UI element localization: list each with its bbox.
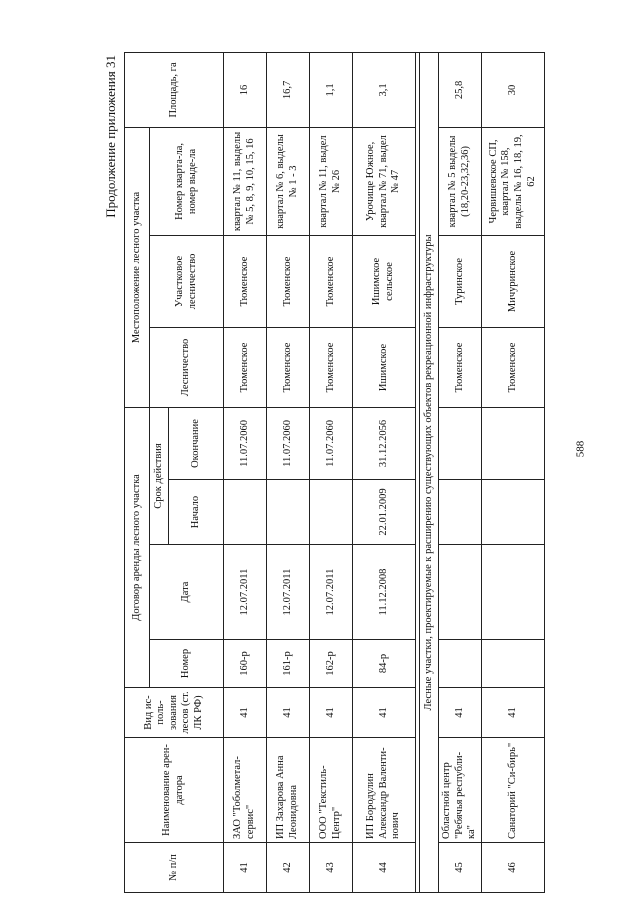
cell-use: 41 (267, 688, 310, 738)
cell-area: 16,7 (267, 52, 310, 127)
cell-date: 12.07.2011 (224, 545, 267, 640)
cell-quarter: квартал № 6, выделы № 1 - 3 (267, 127, 310, 235)
cell-number (482, 640, 545, 688)
table-row (482, 52, 545, 892)
cell-start (310, 480, 353, 545)
cell-name: Областной центр "Ребячья республи-ка" (439, 738, 482, 843)
header-term-group: Срок действия (150, 407, 169, 544)
cell-end (482, 407, 545, 479)
cell-district: Тюменское (224, 235, 267, 327)
cell-district: Ишимское сельское (353, 235, 416, 327)
cell-quarter: квартал № 11, выделы № 5, 8, 9, 10, 15, 16 (224, 127, 267, 235)
cell-num: 42 (267, 843, 310, 893)
header-quarter: Номер кварта-ла, номер выде-ла (150, 127, 224, 235)
lease-table (124, 52, 545, 893)
cell-forestry: Тюменское (482, 327, 545, 407)
cell-area: 1,1 (310, 52, 353, 127)
cell-area: 16 (224, 52, 267, 127)
cell-forestry: Тюменское (439, 327, 482, 407)
header-num: № п/п (125, 843, 224, 893)
cell-start (482, 480, 545, 545)
cell-date (482, 545, 545, 640)
cell-date: 12.07.2011 (310, 545, 353, 640)
cell-number: 160-р (224, 640, 267, 688)
cell-district: Мичуринское (482, 235, 545, 327)
table-row (310, 52, 353, 892)
cell-end: 11.07.2060 (224, 407, 267, 479)
cell-end (439, 407, 482, 479)
cell-number: 84-р (353, 640, 416, 688)
rotated-page (98, 53, 537, 893)
cell-quarter: Урочище Южное, квартал № 71, выдел № 47 (353, 127, 416, 235)
cell-number (439, 640, 482, 688)
cell-end: 31.12.2056 (353, 407, 416, 479)
cell-date: 11.12.2008 (353, 545, 416, 640)
cell-forestry: Тюменское (224, 327, 267, 407)
cell-area: 30 (482, 52, 545, 127)
cell-use: 41 (439, 688, 482, 738)
cell-area: 3,1 (353, 52, 416, 127)
cell-date: 12.07.2011 (267, 545, 310, 640)
cell-start: 22.01.2009 (353, 480, 416, 545)
cell-district: Тюменское (267, 235, 310, 327)
header-use-type: Вид ис-поль-зования лесов (ст. ЛК РФ) (125, 688, 224, 738)
cell-quarter: квартал № 5 выделы (18,20-23,32,36) (439, 127, 482, 235)
cell-start (224, 480, 267, 545)
table-row (439, 52, 482, 892)
cell-num: 44 (353, 843, 416, 893)
cell-start (267, 480, 310, 545)
cell-num: 45 (439, 843, 482, 893)
cell-name: Санаторий "Си-бирь" (482, 738, 545, 843)
cell-num: 41 (224, 843, 267, 893)
header-lease-group: Договор аренды лесного участка (125, 407, 150, 687)
appendix-caption: Продолжение приложения 31 (103, 55, 118, 218)
header-start: Начало (169, 480, 224, 545)
cell-number: 161-р (267, 640, 310, 688)
cell-number: 162-р (310, 640, 353, 688)
header-location-group: Местоположение лесного участка (125, 127, 150, 407)
cell-forestry: Ишимское (353, 327, 416, 407)
cell-name: ООО "Текстиль-Центр" (310, 738, 353, 843)
cell-quarter: квартал № 11, выдел № 26 (310, 127, 353, 235)
cell-forestry: Тюменское (267, 327, 310, 407)
cell-district: Туринское (439, 235, 482, 327)
page-number: 588 (574, 440, 587, 458)
cell-quarter: Червишевское СП, квартал № 158, выделы № 16, 18, 19, 62 (482, 127, 545, 235)
cell-end: 11.07.2060 (310, 407, 353, 479)
cell-end: 11.07.2060 (267, 407, 310, 479)
section-title: Лесные участки, проектируемые к расширению существующих объектов рекреационной инфраструктуры (420, 52, 439, 892)
cell-use: 41 (353, 688, 416, 738)
cell-name: ЗАО "Тоболметал-сервис" (224, 738, 267, 843)
cell-use: 41 (482, 688, 545, 738)
cell-start (439, 480, 482, 545)
header-area: Площадь, га (125, 52, 224, 127)
header-number: Номер (150, 640, 224, 688)
cell-district: Тюменское (310, 235, 353, 327)
cell-use: 41 (310, 688, 353, 738)
cell-num: 46 (482, 843, 545, 893)
header-date: Дата (150, 545, 224, 640)
cell-num: 43 (310, 843, 353, 893)
cell-name: ИП Бородулин Александр Валенти-нович (353, 738, 416, 843)
table-row (224, 52, 267, 892)
cell-name: ИП Захарова Анна Леонидовна (267, 738, 310, 843)
section-row (420, 52, 439, 892)
header-district: Участковое лесничество (150, 235, 224, 327)
cell-use: 41 (224, 688, 267, 738)
header-name: Наименование арен-датора (125, 738, 224, 843)
header-forestry: Лесничество (150, 327, 224, 407)
cell-forestry: Тюменское (310, 327, 353, 407)
cell-date (439, 545, 482, 640)
table-row (267, 52, 310, 892)
header-end: Окончание (169, 407, 224, 479)
table-row (353, 52, 416, 892)
cell-area: 25,8 (439, 52, 482, 127)
